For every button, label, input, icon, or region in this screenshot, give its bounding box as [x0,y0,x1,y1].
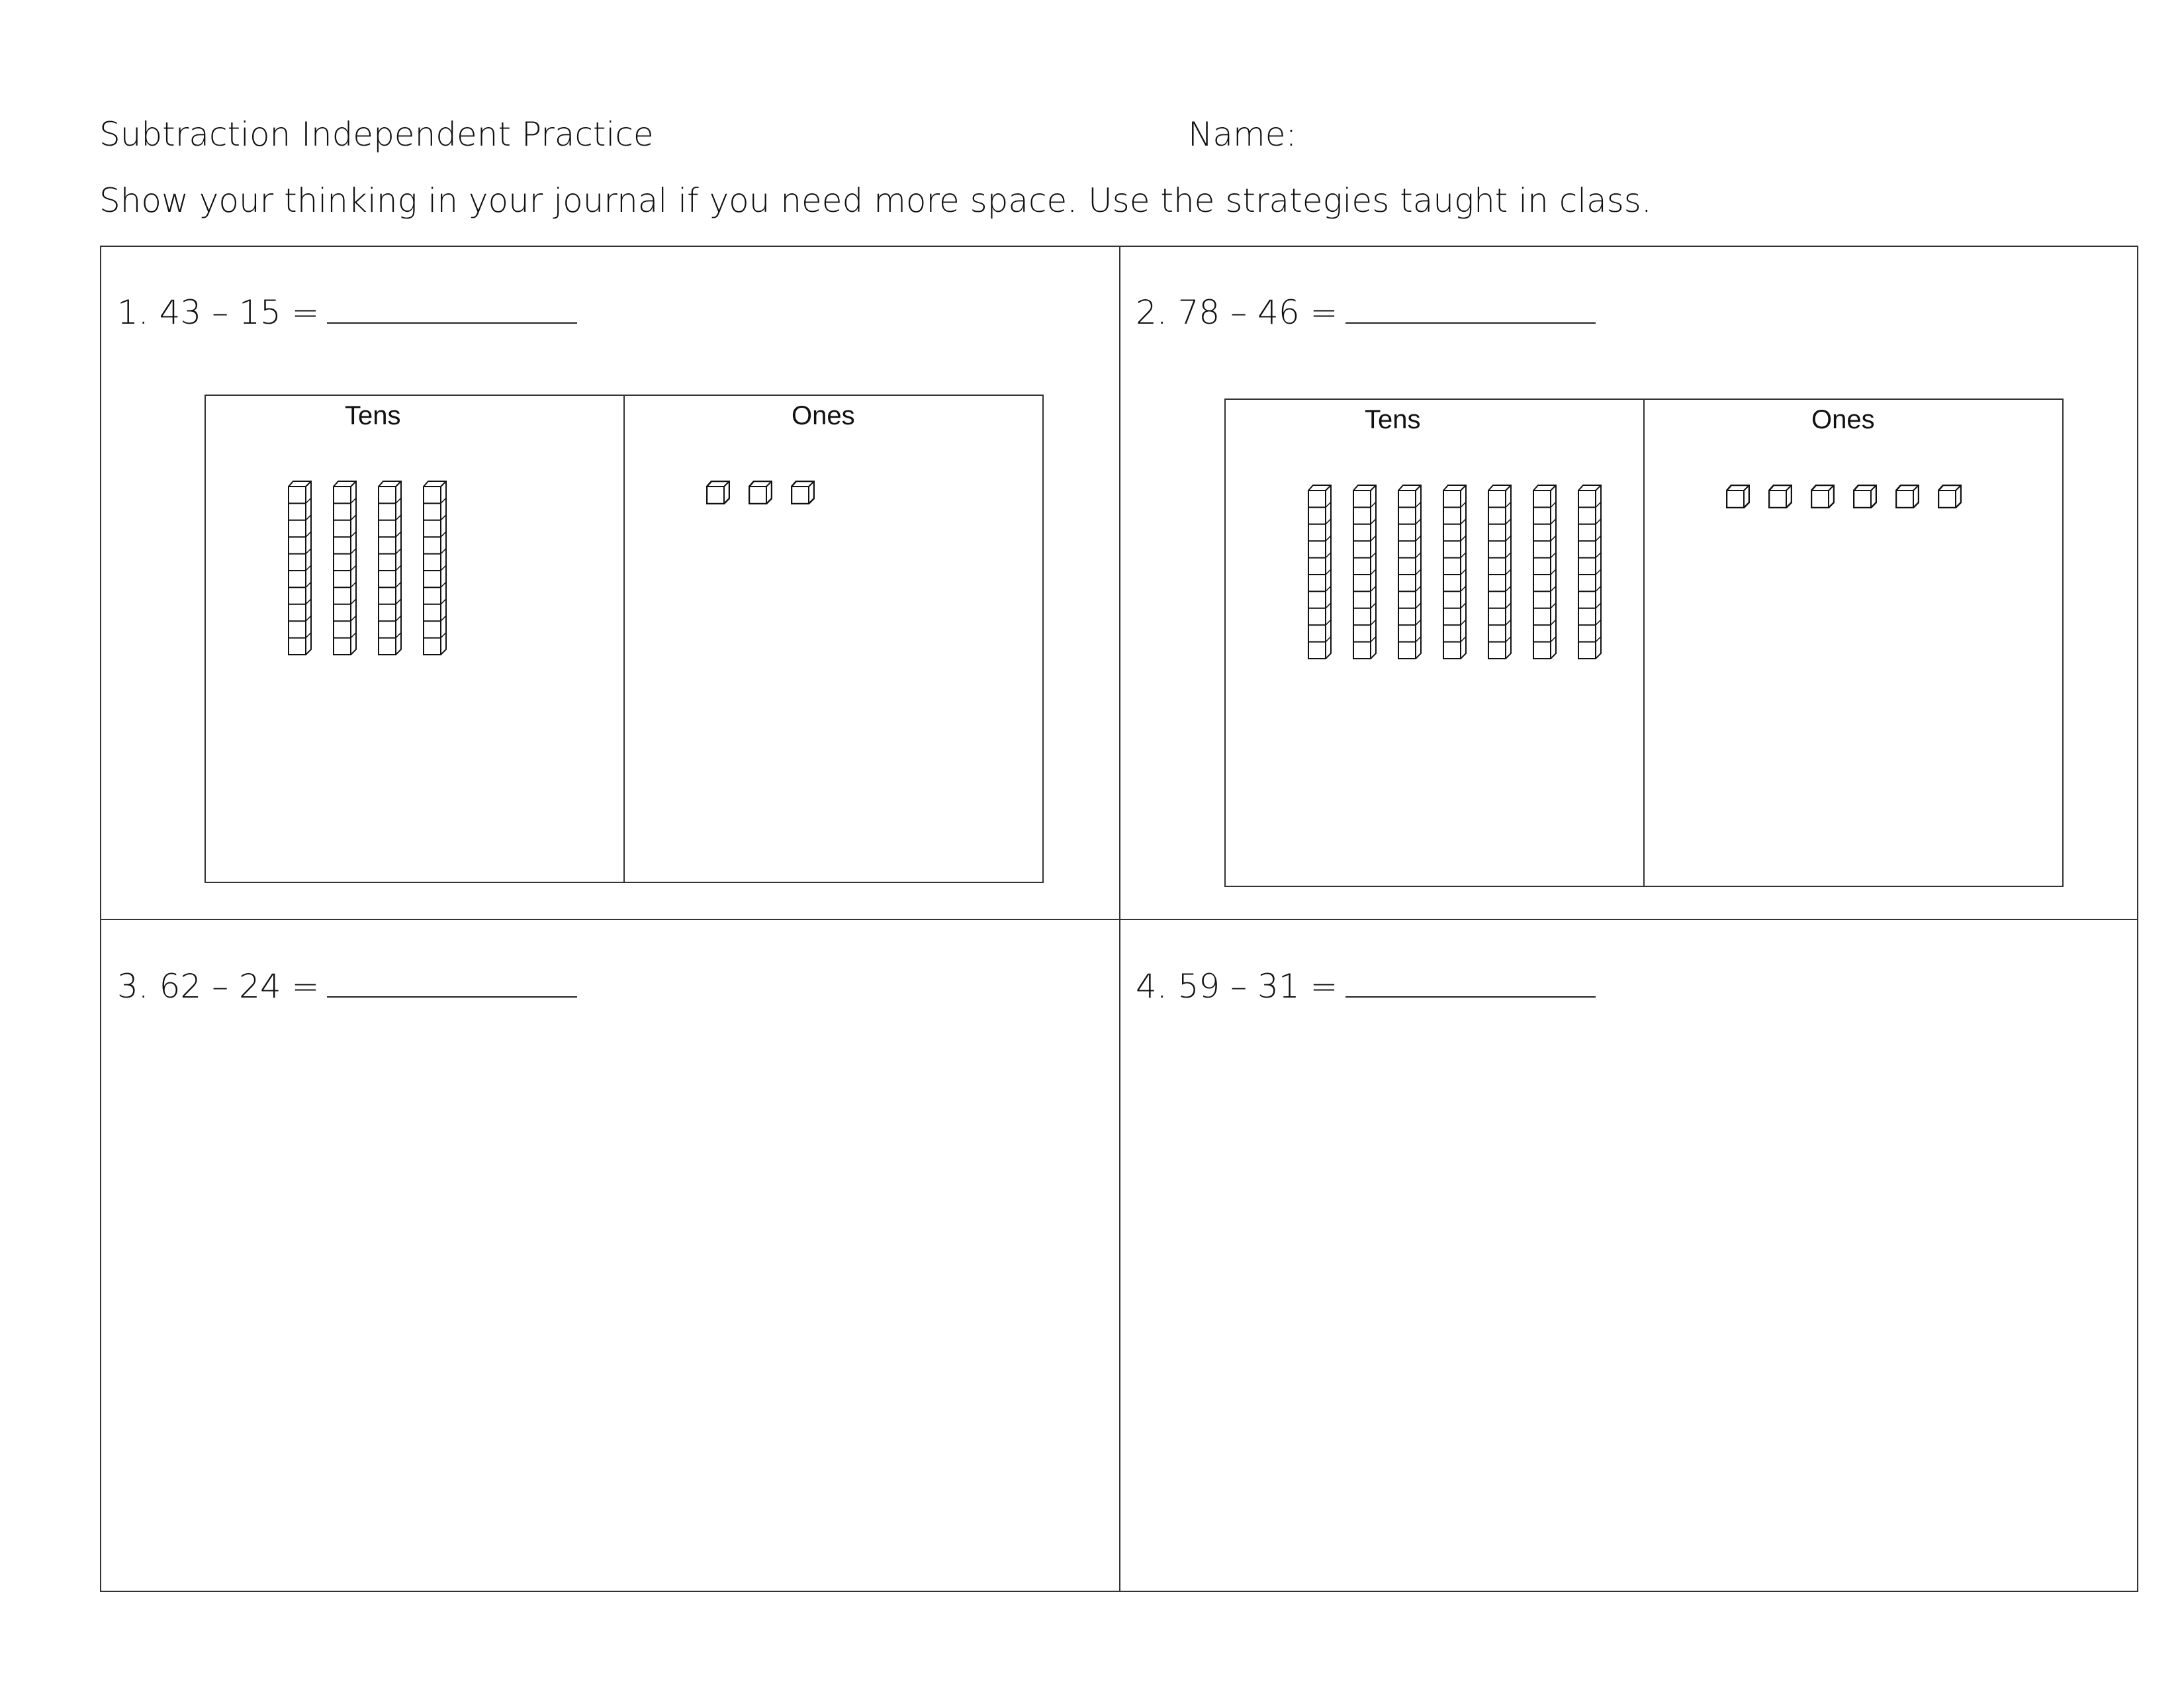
ten-rod [1398,485,1422,662]
ten-rod [1578,485,1602,662]
problem-2-answer-blank[interactable] [1345,295,1596,324]
ones-column [1643,400,2062,886]
problem-3-answer-blank[interactable] [327,968,577,998]
name-label: Name: [1188,115,1297,154]
one-cube [706,481,730,507]
ones-column [623,396,1042,882]
ten-rod [288,481,312,658]
one-cube [749,481,772,507]
tens-header: Tens [1365,405,1421,434]
one-cube [791,481,815,507]
one-cube [1726,485,1750,511]
tens-column [1226,400,1643,886]
problem-4-work-area[interactable] [1120,920,2137,1591]
problem-4-answer-blank[interactable] [1345,968,1596,998]
ten-rod [333,481,357,658]
problem-1-answer-blank[interactable] [327,295,577,324]
ten-rod [1488,485,1512,662]
ten-rod [1308,485,1332,662]
problem-3-work-area[interactable] [101,920,1119,1591]
problem-4 [1136,967,1596,1006]
problem-1-equation: 1. 43 – 15 = [117,293,320,332]
instructions: Show your thinking in your journal if you need more space. Use the strategies taught in class. [99,181,1652,220]
problem-grid [100,246,2138,1592]
worksheet-title: Subtraction Independent Practice [99,115,654,154]
place-value-chart-2 [1224,399,2064,887]
ten-rod [378,481,402,658]
ones-header: Ones [1811,405,1875,434]
problem-1 [117,293,577,332]
one-cube [1811,485,1835,511]
ten-rod [1533,485,1557,662]
problem-2 [1136,293,1596,332]
tens-column [206,396,623,882]
ten-rod [1353,485,1377,662]
ten-rod [423,481,447,658]
one-cube [1853,485,1877,511]
problem-3-equation: 3. 62 – 24 = [117,967,320,1006]
tens-header: Tens [345,401,401,430]
one-cube [1895,485,1919,511]
problem-3 [117,967,577,1006]
one-cube [1768,485,1792,511]
place-value-chart-1 [205,395,1044,883]
ones-header: Ones [792,401,855,430]
one-cube [1938,485,1962,511]
ten-rod [1443,485,1467,662]
grid-divider-horizontal [101,919,2137,920]
problem-2-equation: 2. 78 – 46 = [1136,293,1338,332]
problem-4-equation: 4. 59 – 31 = [1136,967,1338,1006]
